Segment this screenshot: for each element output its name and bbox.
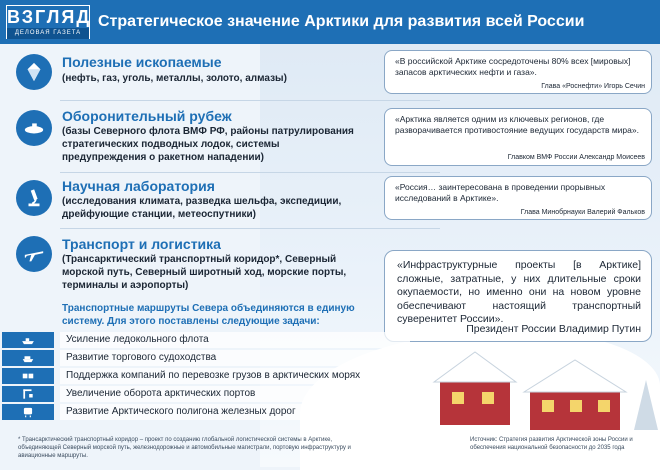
tasks-intro: Транспортные маршруты Севера объединяются в единую систему. Для этого поставлены следующие задачи: (62, 303, 355, 327)
section-heading: Транспорт и логистика (62, 236, 221, 252)
task-item: Развитие торгового судоходства (60, 350, 410, 366)
task-item: Развитие Арктического полигона железных дорог (60, 404, 410, 420)
big-quote-source: Президент России Владимир Путин (466, 323, 641, 335)
quote-text: «В российской Арктике сосредоточены 80% всех [мировых] запасов арктических нефти и газа». (395, 56, 631, 77)
microscope-icon (16, 180, 52, 216)
page-title: Стратегическое значение Арктики для развития всей России (98, 13, 585, 30)
section-subtext: (базы Северного флота ВМФ РФ, районы патрулирования стратегических подводных лодок, системы предупреждения о ракетном нападении) (62, 126, 354, 163)
divider (60, 228, 440, 229)
logo-sub-text: ДЕЛОВАЯ ГАЗЕТА (7, 28, 89, 39)
quote-card (384, 108, 652, 166)
quote-source: Главком ВМФ России Александр Моисеев (507, 154, 645, 161)
icebreaker-icon (2, 332, 54, 348)
rail-icon (2, 404, 54, 420)
section-heading: Научная лаборатория (62, 178, 215, 194)
quote-source: Глава Минобрнауки Валерий Фальков (520, 209, 645, 216)
divider (60, 172, 440, 173)
houses-illustration (420, 340, 660, 440)
task-item: Увеличение оборота арктических портов (60, 386, 410, 402)
footnote: * Трансарктический транспортный коридор – проект по созданию глобальной логистической системы в Арктике, объединяющей Северный морской путь, железнодорожные и автомобильные магистрали, портовую инфраструктуру и авиационные маршруты. (18, 437, 351, 459)
logo (6, 5, 90, 39)
big-quote-card (384, 250, 652, 342)
divider (60, 100, 440, 101)
task-item: Поддержка компаний по перевозке грузов в арктических морях (60, 368, 410, 384)
logo-main-text: ВЗГЛЯД (7, 7, 92, 27)
port-icon (2, 386, 54, 402)
quote-text: «Арктика является одним из ключевых регионов, где разворачивается противостояние ведущих государств мира». (395, 114, 639, 135)
ship-icon (2, 350, 54, 366)
airplane-icon (16, 236, 52, 272)
section-heading: Полезные ископаемые (62, 54, 222, 70)
quote-source: Глава «Роснефти» Игорь Сечин (541, 83, 645, 90)
section-subtext: (нефть, газ, уголь, металлы, золото, алмазы) (62, 73, 287, 84)
source-note: Источник: Стратегия развития Арктической зоны России и обеспечения национальной безопасности до 2035 года (470, 437, 633, 451)
cargo-icon (2, 368, 54, 384)
task-item: Усиление ледокольного флота (60, 332, 410, 348)
big-quote-text: «Инфраструктурные проекты [в Арктике] сложные, затратные, у них длительные сроки окупаемости, но именно они на новом уровне обеспечивают настоящий транспортный суверенитет России». (397, 259, 641, 325)
quote-card (384, 50, 652, 94)
section-subtext: (исследования климата, разведка шельфа, экспедиции, дрейфующие станции, метеоспутники) (62, 196, 342, 220)
quote-card (384, 176, 652, 220)
crystal-icon (16, 54, 52, 90)
quote-text: «Россия… заинтересована в проведении прорывных исследований в Арктике». (395, 182, 606, 203)
section-heading: Оборонительный рубеж (62, 108, 232, 124)
section-subtext: (Трансарктический транспортный коридор*, Северный морской путь, Северный широтный ход, морские порты, терминалы и аэропорты) (62, 254, 347, 291)
submarine-icon (16, 110, 52, 146)
